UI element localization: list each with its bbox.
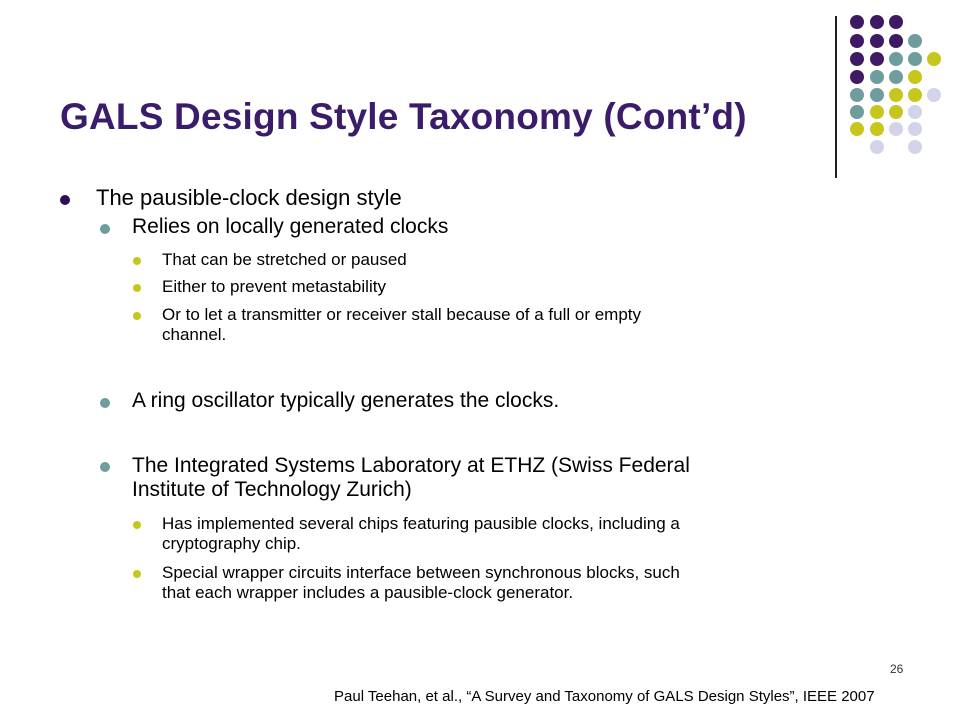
bullet-icon — [133, 257, 141, 265]
bullet-icon — [60, 195, 70, 205]
bullet-icon — [133, 284, 141, 292]
sub-sub-bullet-continuation: that each wrapper includes a pausible-clock generator. — [162, 583, 574, 602]
bullet-icon — [133, 570, 141, 578]
page-number: 26 — [890, 662, 904, 676]
sub-sub-bullet: That can be stretched or paused — [162, 250, 407, 269]
bullet-icon — [100, 398, 110, 408]
sub-sub-bullet: Special wrapper circuits interface between synchronous blocks, such — [162, 563, 680, 582]
bullet-icon — [100, 224, 110, 234]
sub-bullet-ethz: The Integrated Systems Laboratory at ETHZ (Swiss Federal — [132, 454, 690, 477]
sub-bullet-ethz-continuation: Institute of Technology Zurich) — [132, 478, 412, 501]
slide-title: GALS Design Style Taxonomy (Cont’d) — [60, 96, 747, 137]
sub-sub-bullet-continuation: cryptography chip. — [162, 534, 301, 553]
sub-sub-bullet-continuation: channel. — [162, 325, 227, 344]
bullet-icon — [133, 521, 141, 529]
sub-sub-bullet: Either to prevent metastability — [162, 277, 386, 296]
sub-bullet-ring-oscillator: A ring oscillator typically generates the clocks. — [132, 389, 560, 412]
bullet-icon — [133, 312, 141, 320]
bullet-icon — [100, 462, 110, 472]
sub-sub-bullet: Or to let a transmitter or receiver stall because of a full or empty — [162, 305, 642, 324]
citation: Paul Teehan, et al., “A Survey and Taxonomy of GALS Design Styles”, IEEE 2007 — [334, 688, 875, 705]
sub-sub-bullet: Has implemented several chips featuring pausible clocks, including a — [162, 514, 680, 533]
main-bullet: The pausible-clock design style — [96, 185, 402, 210]
sub-bullet-local-clocks: Relies on locally generated clocks — [132, 215, 449, 238]
